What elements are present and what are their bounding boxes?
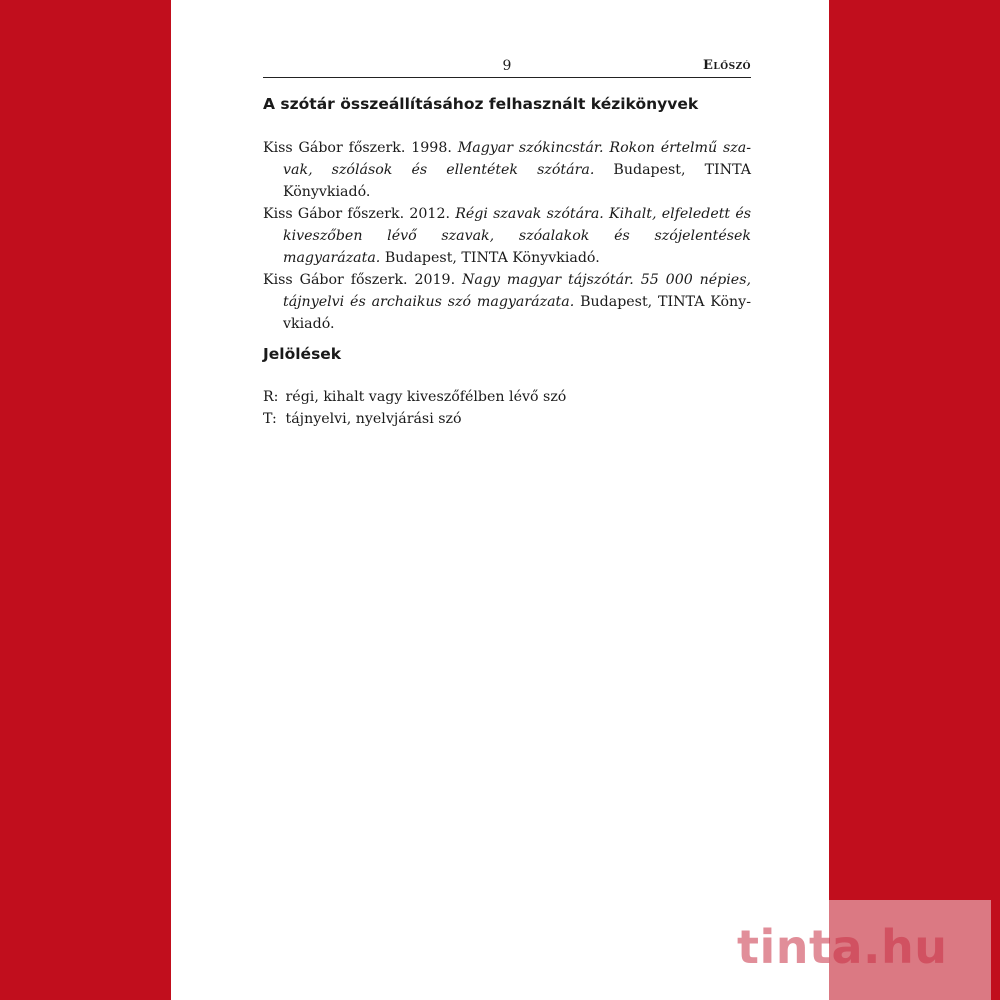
reference-item xyxy=(263,269,751,335)
section-label: Előszó xyxy=(703,58,751,73)
book-page xyxy=(171,0,829,1000)
reference-item xyxy=(263,137,751,203)
reference-title: Régi szavak szótára. Kihalt, elfeledett és kiveszőben lévő szavak, szóalakok és szójelentések magyarázata. xyxy=(283,206,752,266)
reference-author: Kiss Gábor főszerk. 2019. xyxy=(263,272,456,288)
reference-title: Magyar szókincstár. Rokon értelmű szavak, szólások és ellentétek szótára. xyxy=(283,140,752,178)
notations-heading: Jelölések xyxy=(263,345,342,363)
reference-publisher: Budapest, TINTA Könyvkiadó. xyxy=(283,294,751,332)
page-number: 9 xyxy=(502,58,512,74)
notation-text: régi, kihalt vagy kiveszőfélben lévő szó xyxy=(285,389,567,405)
reference-publisher: Budapest, TINTA Könyvkiadó. xyxy=(384,250,600,266)
reference-list xyxy=(263,137,751,335)
notation-key: T: xyxy=(263,411,277,427)
reference-author: Kiss Gábor főszerk. 1998. xyxy=(263,140,452,156)
watermark-logo: tinta.hu xyxy=(737,920,948,974)
reference-item xyxy=(263,203,751,269)
notation-text: tájnyelvi, nyelvjárási szó xyxy=(285,411,462,427)
reference-title: Nagy magyar tájszótár. 55 000 népies, tájnyelvi és archaikus szó magyarázata. xyxy=(283,272,751,310)
handbooks-heading: A szótár összeállításához felhasznált kézikönyvek xyxy=(263,95,699,113)
notation-list xyxy=(263,386,751,430)
reference-author: Kiss Gábor főszerk. 2012. xyxy=(263,206,450,222)
notation-item xyxy=(263,408,751,430)
notation-key: R: xyxy=(263,389,279,405)
running-head xyxy=(263,57,751,78)
reference-publisher: Budapest, TINTA Könyvkiadó. xyxy=(283,162,751,200)
notation-item xyxy=(263,386,751,408)
